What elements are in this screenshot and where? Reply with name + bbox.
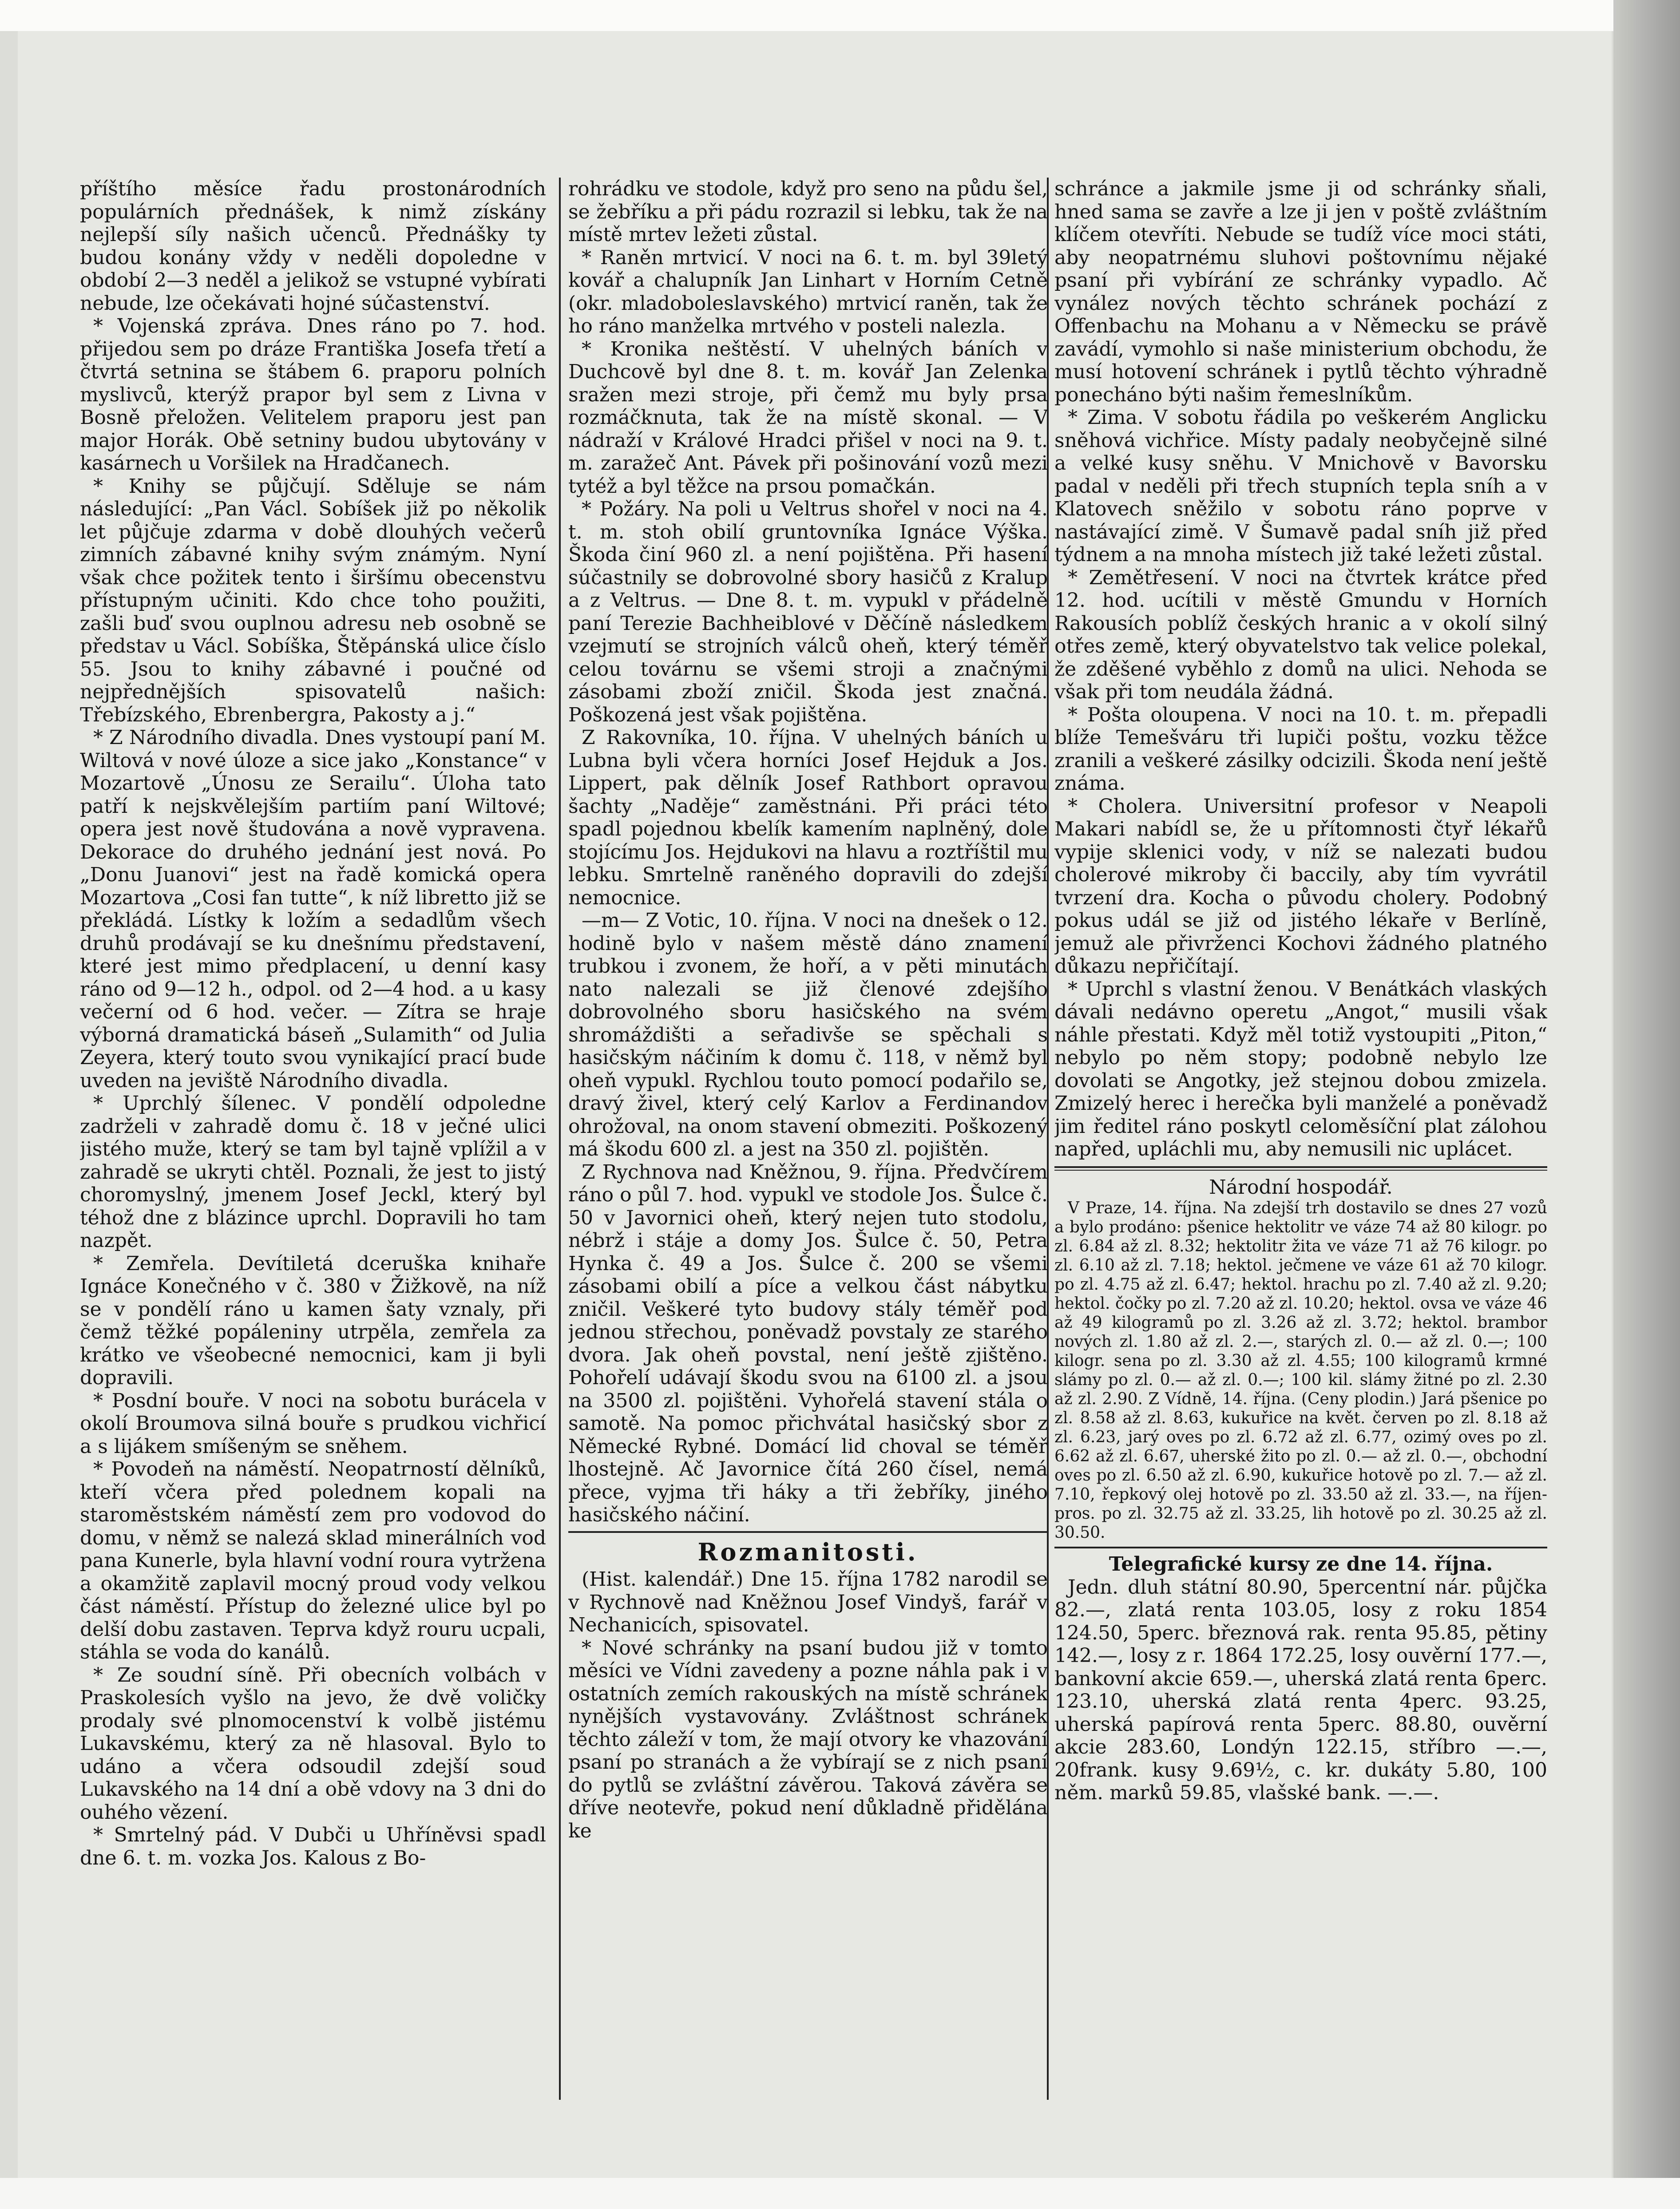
scan-border-top [0, 0, 1680, 31]
article-rakovnik: Z Rakovníka, 10. října. V uhelných báních u Lubna byli včera horníci Josef Hejduk a Jos. Lippert, pak dělník Josef Rathbort opravou šachty „Naděje“ zaměstnáni. Při práci této spadl pojednou kbelík kamením naplněný, dole stojícímu Jos. Hejdukovi na hlavu a roztříštil mu lebku. Smrtelně raněného dopravili do zdejší nemocnice. [568, 726, 1048, 909]
section-heading-miscellany: Rozmanitosti. [697, 1537, 919, 1566]
article-rychnov: Z Rychnova nad Kněžnou, 9. října. Předvčírem ráno o půl 7. hod. vypukl ve stodole Jos. Šulce č. 50 v Javornici oheň, který nejen tuto stodolu, nébrž i stáje a domy Jos. Šulce č. 50, Petra Hynka č. 49 a Jos. Šulce č. 200 se všemi zásobami obilí a píce a velkou část nábytku zničil. Veškeré tyto budovy stály téměř pod jednou střechou, poněvadž povstaly ze starého dvora. Jak oheň povstal, není ještě zjištěno. Pohořelí udávají škodu svou na 6100 zl. a jsou na 3500 zl. pojištěni. Vyhořelá stavení stála o samotě. Na pomoc přichvátal hasičský sbor z Německé Rybné. Domácí lid choval se téměř lhostejně. Ač Javornice čítá 260 čísel, nemá přece, vyjma tři háky a tři žebříky, jiného hasičského náčiní. [568, 1160, 1048, 1526]
scan-border-bottom [0, 2178, 1680, 2209]
column-1 [80, 178, 546, 2122]
section-rule-telegraph [1054, 1547, 1547, 1548]
article-books-lending: * Knihy se půjčují. Sděluje se nám následující: „Pan Václ. Sobíšek již po několik let půjčuje zdarma v době dlouhých večerů zimních zábavné knihy svým známým. Nyní však chce požitek tento i širšímu obecenstvu přístupným učiniti. Kdo chce toho použiti, zašli buď svou ouplnou adresu neb osobně se představ u Václ. Sobíška, Štěpánská ulice číslo 55. Jsou to knihy zábavné i poučné od nejpřednějších spisovatelů našich: Třebízského, Ebrenbergra, Pakosty a j.“ [80, 475, 546, 726]
article-accidents: * Kronika neštěstí. V uhelných báních v Duchcově byl dne 8. t. m. kovář Jan Zelenka sražen mezi stroje, při čemž mu byly prsa rozmáčknuta, tak že na místě skonal. — V nádraží v Králové Hradci přišel v noci na 9. t. m. zaražeč Ant. Pávek při pošinování vozů mezi tytéž a byl těžce na prsou pomačkán. [568, 337, 1048, 498]
article-military-news: * Vojenská zpráva. Dnes ráno po 7. hod. přijedou sem po dráze Františka Josefa třetí a čtvrtá setnina se štábem 6. praporu polních myslivců, kterýž prapor byl sem z Livna v Bosně přeložen. Velitelem praporu jest pan major Horák. Obě setniny budou ubytovány v kasárnech u Voršilek na Hradčanech. [80, 315, 546, 475]
article-died: * Zemřela. Devítiletá dceruška knihaře Ignáce Konečného v č. 380 v Žižkově, na níž se v pondělí ráno u kamen šaty vznaly, při čemž těžké popáleniny utrpěla, zemřela za krátko ve všeobecné nemocnici, kam ji byli dopravili. [80, 1252, 546, 1389]
article-flood-square: * Povodeň na náměstí. Neopatrností dělníků, kteří včera před polednem kopali na staroměstském náměstí zem pro vodovod do domu, v němž se nalezá sklad minerálních vod pana Kunerle, byla hlavní vodní roura vytržena a okamžitě zaplavil mocný proud vody velkou část náměstí. Přístup do železné ulice byl po delší dobu zastaven. Teprva když rouru ucpali, stáhla se voda do kanálů. [80, 1458, 546, 1663]
article-fires: * Požáry. Na poli u Veltrus shořel v noci na 4. t. m. stoh obilí gruntovníka Ignáce Výška. Škoda činí 960 zl. a není pojištěna. Při hasení súčastnily se dobrovolné sbory hasičů z Kralup a z Veltrus. — Dne 8. t. m. vypukl v přádelně paní Terezie Bachheiblové v Děčíně následkem vzejmutí se strojních válců oheň, který téměř celou továrnu se všemi stroji a značnými zásobami zboží zničil. Škoda jest značná. Poškozená jest však pojištěna. [568, 498, 1048, 726]
economy-title: Národní hospodář. [1209, 1176, 1393, 1199]
article-national-theatre: * Z Národního divadla. Dnes vystoupí paní M. Wiltová v nové úloze a sice jako „Konstance“ v Mozartově „Únosu ze Serailu“. Úloha tato patří k nejskvělejším partiím paní Wiltové; opera jest nově študována a nově vypravena. Dekorace do druhého jednání jest nová. Po „Donu Juanovi“ jest na řadě komická opera Mozartova „Cosi fan tutte“, k níž libretto již se překládá. Lístky k ložím a sedadlům všech druhů prodávají se ku dnešnímu představení, které jest mimo předplacení, u denní kasy ráno od 9—12 h., odpol. od 2—4 hod. a u kasy večerní od 6 hod. večer. — Zítra se hraje výborná dramatická báseň „Sulamith“ od Julia Zeyera, který touto svou vynikající prací bude uveden na jeviště Národního divadla. [80, 726, 546, 1092]
economy-text: V Praze, 14. října. Na zdejší trh dostavilo se dnes 27 vozů a bylo prodáno: pšenice hektolitr ve váze 74 až 80 kilogr. po zl. 6.84 až zl. 8.32; hektolitr žita ve váze 71 až 76 kilogr. po zl. 6.10 až zl. 7.18; hektol. ječmene ve váze 61 až 70 kilogr. po zl. 4.75 až zl. 6.47; hektol. hrachu po zl. 7.40 až zl. 9.20; hektol. čočky po zl. 7.20 až zl. 10.20; hektol. ovsa ve váze 46 až 49 kilogramů po zl. 3.26 až zl. 3.72; hektol. brambor nových zl. 1.80 až zl. 2.—, starých zl. 0.— až zl. 0.—; 100 kilogr. sena po zl. 3.30 až zl. 4.55; 100 kilogramů krmné slámy po zl. 0.— až zl. 0.—; 100 kil. slámy žitné po zl. 2.30 až zl. 2.90. Z Vídně, 14. října. (Ceny plodin.) Jará pšenice po zl. 8.58 až zl. 8.63, kukuřice na květ. červen po zl. 8.18 až zl. 6.23, jarý oves po zl. 6.72 až zl. 6.77, ozimý oves po zl. 6.62 až zl. 6.67, uherské žito po zl. 0.— až zl. 0.—, obchodní oves po zl. 6.50 až zl. 6.90, kukuřice hotově po zl. 7.— až zl. 7.10, řepkový olej hotově po zl. 33.50 až zl. 33.—, na říjen-pros. po zl. 32.75 až zl. 33.25, lih hotově po zl. 30.25 až zl. 30.50. [1054, 1199, 1547, 1542]
telegraph-text: Jedn. dluh státní 80.90, 5percentní nár. půjčka 82.—, zlatá renta 103.05, losy z roku 1854 124.50, 5perc. březnová rak. renta 95.85, pětiny 142.—, losy z r. 1864 172.25, losy ouvěrní 177.—, bankovní akcie 659.—, uherská zlatá renta 6perc. 123.10, uherská zlatá renta 4perc. 93.25, uherská papírová renta 5perc. 88.80, ouvěrní akcie 283.60, Londýn 122.15, stříbro —.—, 20frank. kusy 9.69½, c. kr. dukáty 5.80, 100 něm. marků 59.85, vlašské bank. —.—. [1054, 1576, 1547, 1804]
article-cholera: * Cholera. Universitní profesor v Neapoli Makari nabídl se, že u přítomnosti čtyř lékařů vypije sklenici vody, v níž se nalezati budou cholerové mikroby či baccily, aby tím vyvrátil tvrzení dra. Kocha o původu cholery. Podobný pokus udál se již od jistého lékaře v Berlíně, jemuž ale přivrženci Kochovi žádného platného důkazu nepřičítají. [1054, 795, 1547, 978]
column-2 [568, 178, 1048, 2122]
column-3 [1054, 178, 1547, 2122]
article-earthquake: * Zemětřesení. V noci na čtvrtek krátce před 12. hod. ucítili v městě Gmundu v Horních Rakousích poblíž českých hranic a v okolí silný otřes země, který obyvatelstvo tak velice polekal, že zděšené vyběhlo z domů na ulici. Nehoda se však při tom neudála žádná. [1054, 566, 1547, 703]
article-fled-with-wife: * Uprchl s vlastní ženou. V Benátkách vlaských dávali nedávno operetu „Angot,“ musili však náhle přestati. Když měl totiž vystoupiti „Piton,“ nebylo po něm stopy; podobně nebylo lze dovolati se Angotky, jež stejnou dobou zmizela. Zmizelý herec i herečka byli manželé a poněvadž jim ředitel ráno poskytl celoměsíční plat zálohou napřed, upláchli mu, aby nemusili nic uplácet. [1054, 978, 1547, 1160]
telegraph-title: Telegrafické kursy ze dne 14. října. [1109, 1553, 1493, 1576]
article-court: * Ze soudní síně. Při obecních volbách v Praskolesích vyšlo na jevo, že dvě voličky prodaly své plnomocenství k volbě jistému Lukavskému, který za ně hlasoval. Bylo to udáno a včera odsoudil zdejší soud Lukavského na 14 dní a obě vdovy na 3 dni do ouhého vězení. [80, 1663, 546, 1824]
article-escaped-lunatic: * Uprchlý šílenec. V pondělí odpoledne zadrželi v zahradě domu č. 18 v ječné ulici jistého muže, který se tam byl tajně vplížil a v zahradě se ukryti chtěl. Poznali, že jest to jistý choromyslný, jmenem Josef Jeckl, který byl téhož dne z blázince uprchl. Dopravili ho tam nazpět. [80, 1092, 546, 1252]
article-mailboxes: * Nové schránky na psaní budou již v tomto měsíci ve Vídni zavedeny a pozne náhla pak i v ostatních zemích rakouských na místě schránek nynějších vystavovány. Zvláštnost schránek těchto záleží v tom, že mají otvory ke vhazování psaní po stranách a že vybírají se z nich psaní do pytlů se zvláštní závěrou. Taková závěra se dříve neotevře, pokud není důkladně přidělána ke [568, 1636, 1048, 1842]
section-rule-economy [1054, 1166, 1547, 1171]
article-late-storm: * Posdní bouře. V noci na sobotu burácela v okolí Broumova silná bouře s prudkou vichřicí a s lijákem smíšeným se sněhem. [80, 1389, 546, 1458]
article-votice: —m— Z Votic, 10. října. V noci na dnešek o 12. hodině bylo v našem městě dáno znamení trubkou i zvonem, že hoří, a v pěti minutách nato nalezali se již členové zdejšího dobrovolného sboru hasičského na svém shromáždišti a seřadivše se spěchali s hasičským náčiním k domu č. 118, v němž byl oheň vypukl. Rychlou touto pomocí podařilo se, dravý živel, který celý Karlov a Ferdinandov ohrožoval, na onom stavení obmeziti. Poškozený má škodu 600 zl. a jest na 350 zl. pojištěn. [568, 909, 1048, 1160]
article-stroke: * Raněn mrtvicí. V noci na 6. t. m. byl 39letý kovář a chalupník Jan Linhart v Horním Cetně (okr. mladoboleslavského) mrtvicí raněn, tak že ho ráno manželka mrtvého v posteli nalezla. [568, 246, 1048, 337]
article-mailboxes-cont: schránce a jakmile jsme ji od schránky sňali, hned sama se zavře a lze ji jen v poště zvláštním klíčem otevříti. Nebude se tudíž více moci státi, aby neopatrnému sluhovi poštovnímu nějaké psaní při vybírání ze schránky vypadlo. Ač vynález nových těchto schránek pochází z Offenbachu na Mohanu a v Německu se právě zavádí, vymohlo si naše ministerium obchodu, že musí hotovení schránek i pytlů těchto výhradně ponecháno býti našim řemeslníkům. [1054, 178, 1547, 406]
newspaper-page [18, 31, 1612, 2178]
article-lectures: příštího měsíce řadu prostonárodních populárních přednášek, k nimž získány nejlepší síly našich učenců. Přednášky ty budou konány vždy v neděli dopoledne v období 2—3 neděl a jelikož se vstupné vybírati nebude, lze očekávati hojné súčastenství. [80, 178, 546, 315]
article-winter: * Zima. V sobotu řádila po veškerém Anglicku sněhová vichřice. Místy padaly neobyčejně silné a velké kusy sněhu. V Mnichově v Bavorsku padal v neděli při třech stupních tepla sníh a v Klatovech sněžilo v sobotu ráno poprve v nastávající zimě. V Šumavě padal sníh již před týdnem a na mnoha místech již také ležeti zůstal. [1054, 406, 1547, 566]
article-fatal-fall-cont: rohrádku ve stodole, když pro seno na půdu šel, se žebříku a při pádu rozrazil si lebku, tak že na místě mrtev ležeti zůstal. [568, 178, 1048, 246]
column-divider-1 [559, 178, 561, 2100]
article-fatal-fall: * Smrtelný pád. V Dubči u Uhříněvsi spadl dne 6. t. m. vozka Jos. Kalous z Bo- [80, 1824, 546, 1869]
section-rule [568, 1531, 1048, 1533]
scan-border-right [1613, 0, 1680, 2209]
article-post-robbed: * Pošta oloupena. V noci na 10. t. m. přepadli blíže Temešváru tři lupiči poštu, vozku těžce zranili a veškeré zásilky odcizili. Škoda není ještě známa. [1054, 703, 1547, 795]
article-hist-calendar: (Hist. kalendář.) Dne 15. října 1782 narodil se v Rychnově nad Kněžnou Josef Vindyš, farář v Nechanicích, spisovatel. [568, 1568, 1048, 1636]
